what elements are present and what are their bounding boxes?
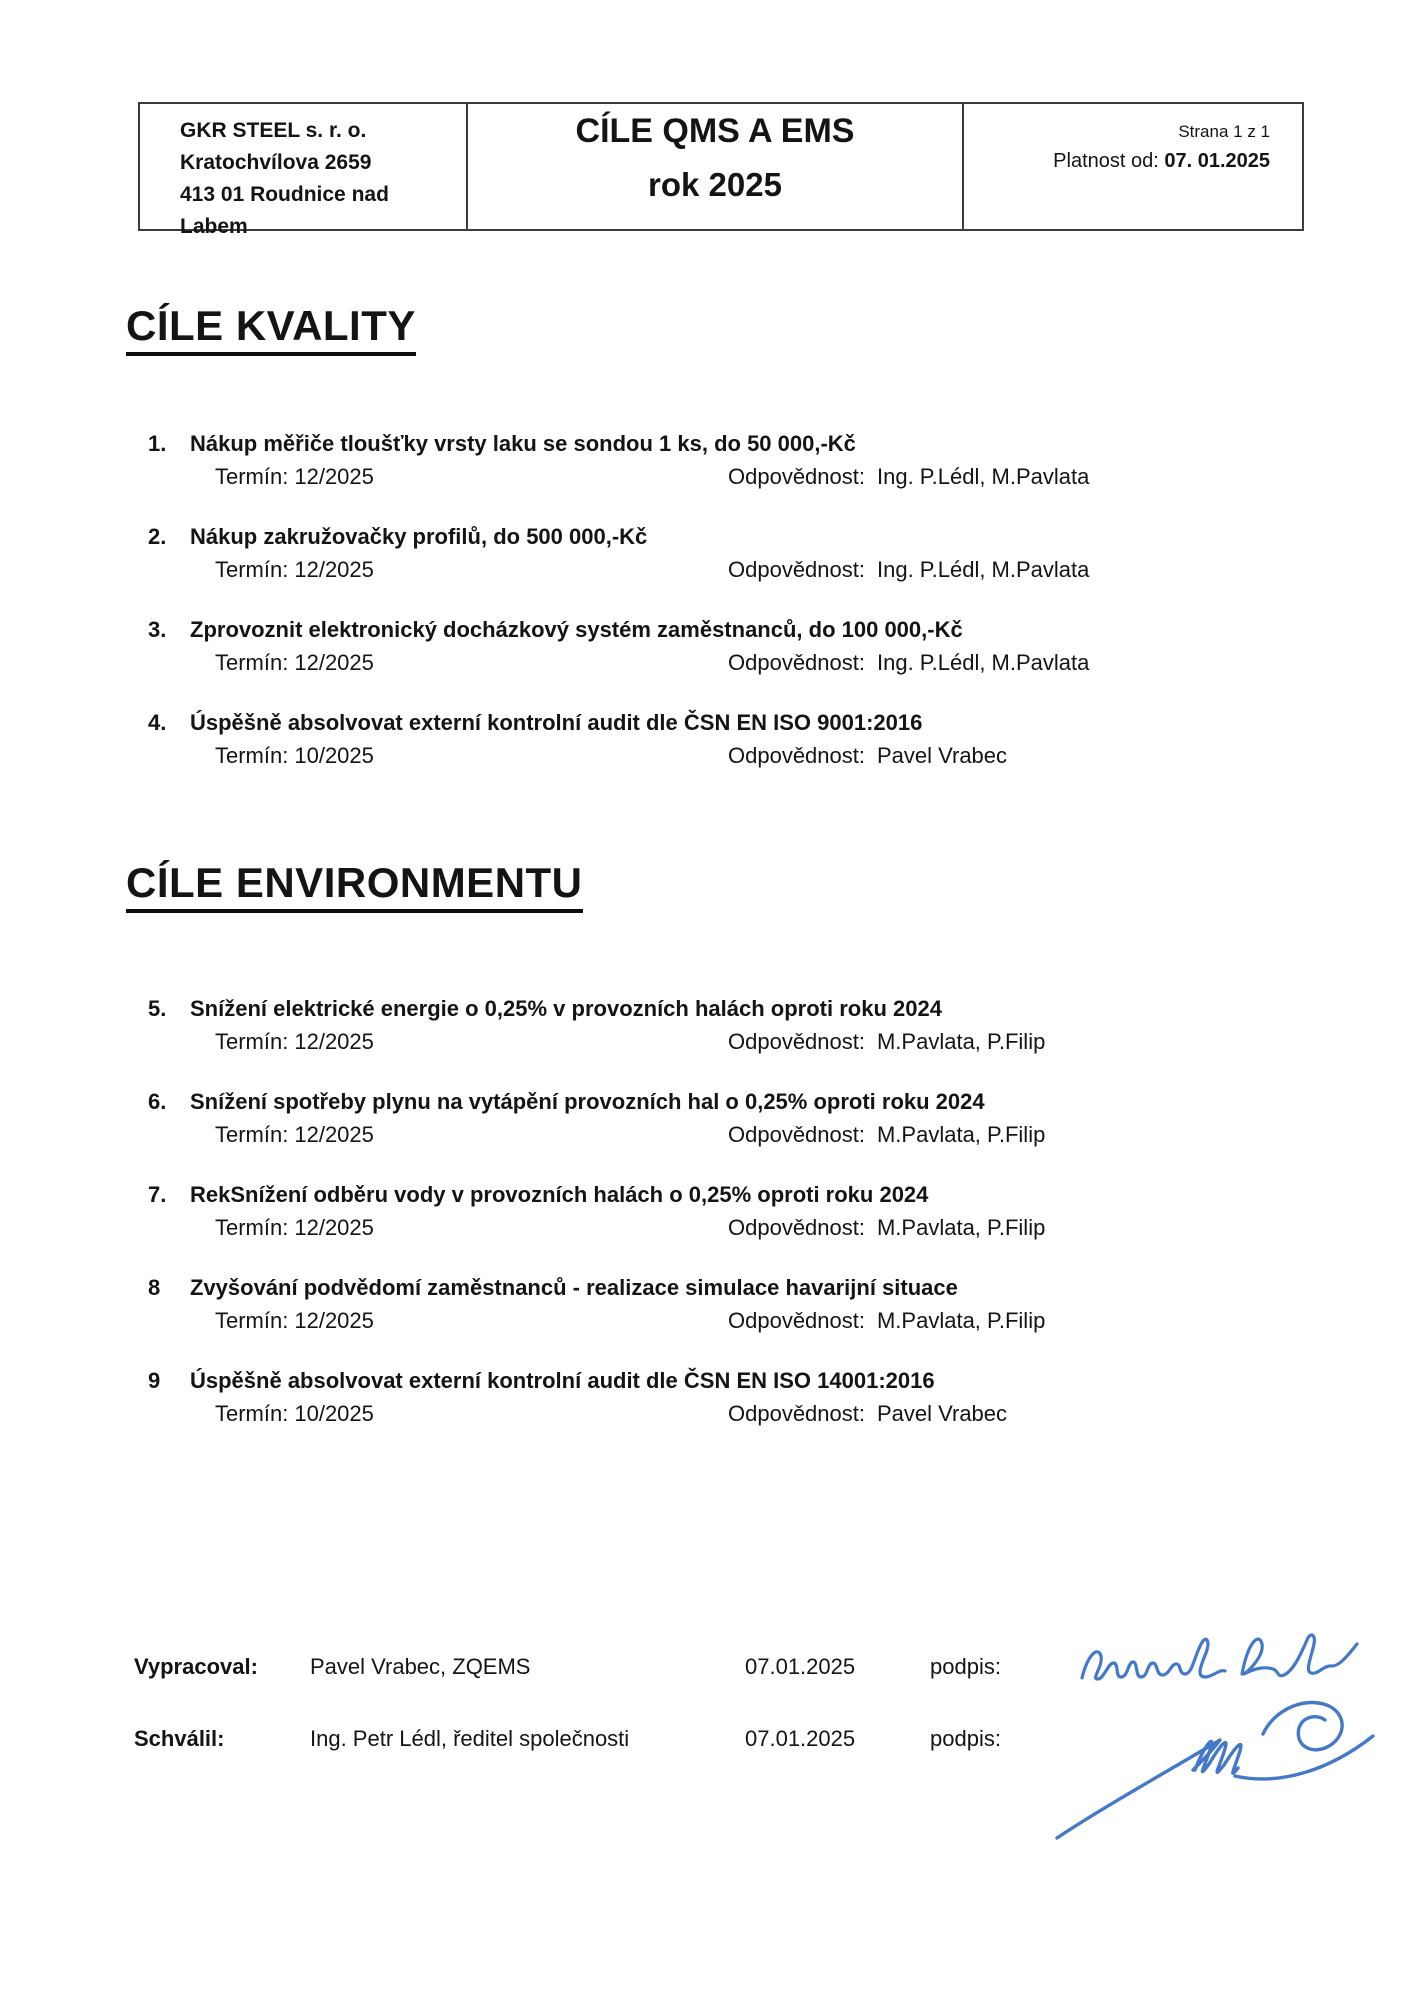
approved-by-label: Schválil: [134,1726,225,1751]
responsibility [728,460,1089,493]
goal-deadline-row [148,739,1304,772]
goal-item [148,427,1304,493]
document-title: CÍLE QMS A EMS [575,112,855,150]
responsibility-label: Odpovědnost: [728,1308,865,1333]
deadline-value: 12/2025 [294,1215,374,1240]
approved-signature-label: podpis: [930,1726,1001,1751]
document-header-table [138,102,1304,238]
approved-by-row [134,1724,1001,1754]
goal-deadline-row [148,1118,1304,1151]
deadline-value: 12/2025 [294,557,374,582]
goal-title-row [148,706,1304,739]
validity-date: 07. 01.2025 [1164,150,1270,172]
goal-title-row [148,1085,1304,1118]
deadline-label: Termín: [215,1029,289,1054]
signature-stroke [1195,1741,1241,1773]
goal-number: 5. [148,996,167,1021]
deadline-value: 12/2025 [294,1029,374,1054]
deadline-label: Termín: [215,1308,289,1333]
section-heading-environment: CÍLE ENVIRONMENTU [126,860,583,913]
validity-line [964,148,1270,174]
goal-deadline-row [148,553,1304,586]
prepared-by-label: Vypracoval: [134,1654,258,1679]
deadline-value: 10/2025 [294,743,374,768]
goal-title: Snížení spotřeby plynu na vytápění provozních hal o 0,25% oproti roku 2024 [190,1089,985,1114]
responsibility-label: Odpovědnost: [728,1122,865,1147]
responsibility-value: Pavel Vrabec [876,743,1008,768]
goal-item [148,1271,1304,1337]
goal-title: Nákup zakružovačky profilů, do 500 000,-Kč [190,524,648,549]
responsibility-value: M.Pavlata, P.Filip [876,1122,1046,1147]
deadline-label: Termín: [215,1215,289,1240]
prepared-by-name: Pavel Vrabec, ZQEMS [310,1654,531,1679]
section-heading-quality: CÍLE KVALITY [126,303,416,356]
goal-title-row [148,427,1304,460]
signature-stroke [1235,1736,1373,1779]
validity-label: Platnost od: [1053,150,1159,172]
responsibility-value: M.Pavlata, P.Filip [876,1029,1046,1054]
responsibility-label: Odpovědnost: [728,743,865,768]
approved-by-name: Ing. Petr Lédl, ředitel společnosti [310,1726,630,1751]
responsibility-label: Odpovědnost: [728,650,865,675]
goal-title: Úspěšně absolvovat externí kontrolní audit dle ČSN EN ISO 14001:2016 [190,1368,935,1393]
goal-deadline-row [148,1211,1304,1244]
goal-deadline-row [148,1025,1304,1058]
goal-number: 8 [148,1275,161,1300]
responsibility-label: Odpovědnost: [728,464,865,489]
goal-item [148,1085,1304,1151]
goal-title: Snížení elektrické energie o 0,25% v provozních halách oproti roku 2024 [190,996,942,1021]
goal-deadline-row [148,646,1304,679]
goal-title-row [148,1271,1304,1304]
deadline-value: 10/2025 [294,1401,374,1426]
deadline-value: 12/2025 [294,1122,374,1147]
document-subtitle: rok 2025 [648,166,782,203]
goal-title-row [148,1364,1304,1397]
environment-goals-list [148,992,1304,1430]
responsibility-label: Odpovědnost: [728,1401,865,1426]
responsibility-value: Ing. P.Lédl, M.Pavlata [876,650,1090,675]
goal-number: 9 [148,1368,161,1393]
goal-title-row [148,1178,1304,1211]
deadline-label: Termín: [215,557,289,582]
page-number-info: Strana 1 z 1 [1178,122,1270,141]
deadline-label: Termín: [215,1401,289,1426]
responsibility-value: M.Pavlata, P.Filip [876,1308,1046,1333]
responsibility [728,1118,1045,1151]
deadline-value: 12/2025 [294,464,374,489]
goal-deadline-row [148,1304,1304,1337]
goal-title-row [148,520,1304,553]
responsibility [728,1211,1045,1244]
signature-stroke [1242,1635,1357,1676]
responsibility-value: Pavel Vrabec [876,1401,1008,1426]
goal-title: RekSnížení odběru vody v provozních halách o 0,25% oproti roku 2024 [190,1182,929,1207]
responsibility-value: M.Pavlata, P.Filip [876,1215,1046,1240]
signature-stroke [1263,1702,1342,1749]
goal-title-row [148,992,1304,1025]
quality-goals-list [148,427,1304,772]
signature-approved-by [945,1678,1385,1843]
document-meta-block [964,104,1302,229]
signature-stroke [1057,1740,1220,1838]
signature-stroke [1082,1639,1225,1679]
prepared-by-row [134,1652,1001,1682]
goal-deadline-row [148,460,1304,493]
responsibility [728,553,1089,586]
responsibility-value: Ing. P.Lédl, M.Pavlata [876,464,1090,489]
goal-number: 3. [148,617,167,642]
goal-number: 6. [148,1089,167,1114]
responsibility-label: Odpovědnost: [728,557,865,582]
goal-title: Úspěšně absolvovat externí kontrolní audit dle ČSN EN ISO 9001:2016 [190,710,923,735]
company-street: Kratochvílova 2659 [180,151,372,174]
deadline-value: 12/2025 [294,1308,374,1333]
document-title-block [468,104,964,229]
goal-deadline-row [148,1397,1304,1430]
goal-item [148,1364,1304,1430]
deadline-label: Termín: [215,464,289,489]
goal-item [148,613,1304,679]
responsibility-value: Ing. P.Lédl, M.Pavlata [876,557,1090,582]
deadline-label: Termín: [215,650,289,675]
prepared-signature-label: podpis: [930,1654,1001,1679]
responsibility-label: Odpovědnost: [728,1215,865,1240]
company-address-block [140,104,468,238]
responsibility [728,739,1007,772]
deadline-label: Termín: [215,1122,289,1147]
goal-item [148,706,1304,772]
goal-number: 4. [148,710,167,735]
goal-number: 7. [148,1182,167,1207]
deadline-value: 12/2025 [294,650,374,675]
responsibility [728,1397,1007,1430]
prepared-by-date: 07.01.2025 [745,1654,856,1679]
deadline-label: Termín: [215,743,289,768]
responsibility-label: Odpovědnost: [728,1029,865,1054]
responsibility [728,1304,1045,1337]
goal-item [148,520,1304,586]
goal-number: 2. [148,524,167,549]
document-body [126,302,1304,1457]
goal-title: Zprovoznit elektronický docházkový systém zaměstnanců, do 100 000,-Kč [190,617,963,642]
approved-by-date: 07.01.2025 [745,1726,856,1751]
goal-title: Nákup měřiče tloušťky vrsty laku se sondou 1 ks, do 50 000,-Kč [190,431,856,456]
goal-title-row [148,613,1304,646]
goal-item [148,1178,1304,1244]
goal-title: Zvyšování podvědomí zaměstnanců - realizace simulace havarijní situace [190,1275,958,1300]
goal-number: 1. [148,431,167,456]
company-name: GKR STEEL s. r. o. [180,119,367,142]
responsibility [728,646,1089,679]
company-city: 413 01 Roudnice nad Labem [180,183,389,238]
responsibility [728,1025,1045,1058]
goal-item [148,992,1304,1058]
